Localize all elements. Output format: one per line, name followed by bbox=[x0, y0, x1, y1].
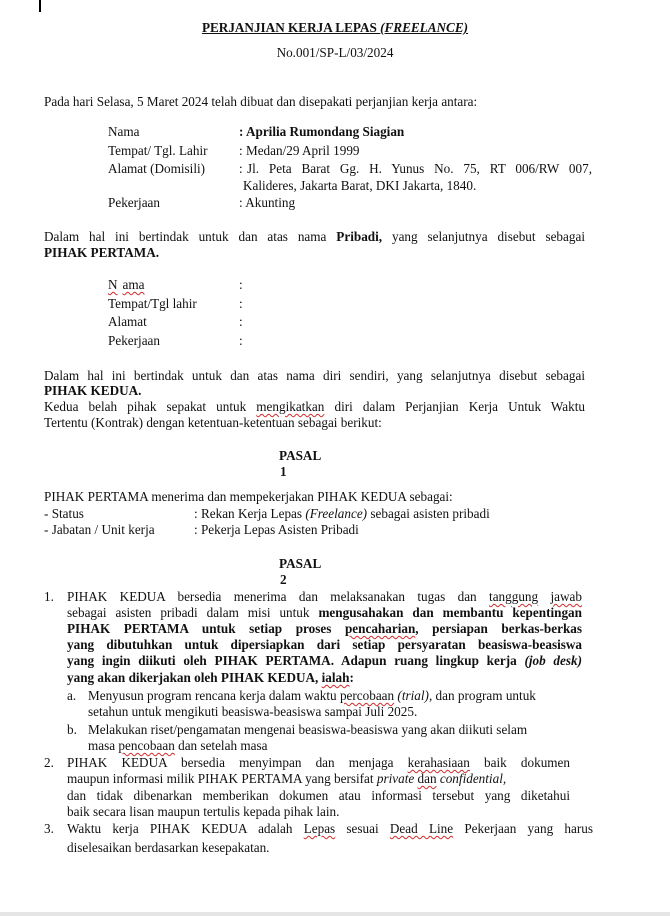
jabatan-label: - Jabatan / Unit kerja bbox=[44, 522, 155, 537]
agreement-line2: Tertentu (Kontrak) dengan ketentuan-ketentuan sebagai berikut: bbox=[44, 415, 382, 430]
field-label: Nama bbox=[108, 124, 140, 139]
item2-line1: PIHAK KEDUA bersedia menyimpan dan menjaga kerahasiaan baik dokumen bbox=[67, 755, 570, 770]
intro-paragraph: Pada hari Selasa, 5 Maret 2024 telah dibuat dan disepakati perjanjian kerja antara: bbox=[44, 94, 478, 109]
party1-role: PIHAK PERTAMA. bbox=[44, 245, 160, 260]
item1-line2: sebagai asisten pribadi dalam misi untuk mengusahakan dan membantu kepentingan bbox=[67, 605, 582, 620]
party2-statement: Dalam hal ini bertindak untuk dan atas nama diri sendiri, yang selanjutnya disebut sebagai bbox=[44, 368, 585, 383]
field-colon: : bbox=[239, 277, 243, 292]
field-label: Tempat/Tgl lahir bbox=[108, 296, 197, 311]
text-cursor bbox=[39, 0, 41, 12]
item2-line4: baik secara lisan maupun tertulis kepada pihak lain. bbox=[67, 804, 340, 819]
sub-a-line1: Menyusun program rencana kerja dalam waktu percobaan (trial), dan program untuk bbox=[88, 688, 536, 703]
item3-number: 3. bbox=[44, 821, 54, 836]
field-label: Alamat (Domisili) bbox=[108, 161, 206, 176]
pasal1-intro: PIHAK PERTAMA menerima dan mempekerjakan PIHAK KEDUA sebagai: bbox=[44, 489, 453, 504]
field-colon: : bbox=[239, 314, 243, 329]
item1-line3: PIHAK PERTAMA untuk setiap proses pencaharian, persiapan berkas-berkas bbox=[67, 621, 583, 636]
field-value-address-line2: Kalideres, Jakarta Barat, DKI Jakarta, 1840. bbox=[243, 178, 477, 193]
sub-a-letter: a. bbox=[67, 688, 77, 703]
agreement-line1: Kedua belah pihak sepakat untuk mengikatkan diri dalam Perjanjian Kerja Untuk Waktu bbox=[44, 399, 585, 414]
field-label: Alamat bbox=[108, 314, 147, 329]
page-bottom-edge bbox=[0, 912, 670, 916]
status-value: : Rekan Kerja Lepas (Freelance) sebagai asisten pribadi bbox=[194, 506, 490, 521]
field-colon: : bbox=[239, 296, 243, 311]
field-value-name: : Aprilia Rumondang Siagian bbox=[239, 124, 405, 139]
sub-a-line2: setahun untuk mengikuti beasiswa-beasiswa sampai Juli 2025. bbox=[88, 704, 418, 719]
jabatan-value: : Pekerja Lepas Asisten Pribadi bbox=[194, 522, 359, 537]
item1-line5: yang ingin diikuti oleh PIHAK PERTAMA. Adapun ruang lingkup kerja (job desk) bbox=[67, 653, 582, 668]
document-title bbox=[0, 20, 670, 37]
item1-line1: PIHAK KEDUA bersedia menerima dan melaksanakan tugas dan tanggung jawab bbox=[67, 589, 583, 604]
item1-line4: yang dibutuhkan untuk dipersiapkan dari setiap persyaratan beasiswa-beasiswa bbox=[67, 637, 582, 652]
pasal1-heading: PASAL bbox=[279, 448, 322, 463]
item2-line2: maupun informasi milik PIHAK PERTAMA yang bersifat private dan confidential, bbox=[67, 771, 507, 786]
field-label: Pekerjaan bbox=[108, 195, 160, 210]
field-value-address-line1: Jl. Peta Barat Gg. H. Yunus No. 75, RT 006/RW 007, bbox=[247, 161, 592, 176]
field-colon: : bbox=[239, 161, 243, 176]
field-colon: : bbox=[239, 333, 243, 348]
item1-number: 1. bbox=[44, 589, 54, 604]
party2-role: PIHAK KEDUA. bbox=[44, 383, 142, 398]
item2-line3: dan tidak dibenarkan memberikan dokumen atau informasi tersebut yang diketahui bbox=[67, 788, 570, 803]
pasal1-number: 1 bbox=[280, 464, 287, 479]
title-italic: (FREELANCE) bbox=[380, 20, 469, 35]
party1-statement: Dalam hal ini bertindak untuk dan atas nama Pribadi, yang selanjutnya disebut sebagai bbox=[44, 229, 585, 244]
item3-line2: diselesaikan berdasarkan kesepakatan. bbox=[67, 840, 270, 855]
field-label: Tempat/ Tgl. Lahir bbox=[108, 143, 208, 158]
item2-number: 2. bbox=[44, 755, 54, 770]
status-label: - Status bbox=[44, 506, 84, 521]
pasal2-heading: PASAL bbox=[279, 556, 322, 571]
item1-line6: yang akan dikerjakan oleh PIHAK KEDUA, ialah: bbox=[67, 670, 354, 685]
sub-b-letter: b. bbox=[67, 722, 77, 737]
field-value-job: : Akunting bbox=[239, 195, 296, 210]
field-value-birth: : Medan/29 April 1999 bbox=[239, 143, 360, 158]
pasal2-number: 2 bbox=[280, 572, 287, 587]
field-label: Pekerjaan bbox=[108, 333, 160, 348]
sub-b-line2: masa pencobaan dan setelah masa bbox=[88, 738, 268, 753]
title-text: PERJANJIAN KERJA LEPAS bbox=[201, 20, 381, 35]
item3-line1: Waktu kerja PIHAK KEDUA adalah Lepas sesuai Dead Line Pekerjaan yang harus bbox=[67, 821, 593, 836]
field-label-nama: N ama bbox=[108, 277, 145, 292]
sub-b-line1: Melakukan riset/pengamatan mengenai beasiswa-beasiswa yang akan diikuti selam bbox=[88, 722, 528, 737]
document-number: No.001/SP-L/03/2024 bbox=[276, 45, 394, 60]
